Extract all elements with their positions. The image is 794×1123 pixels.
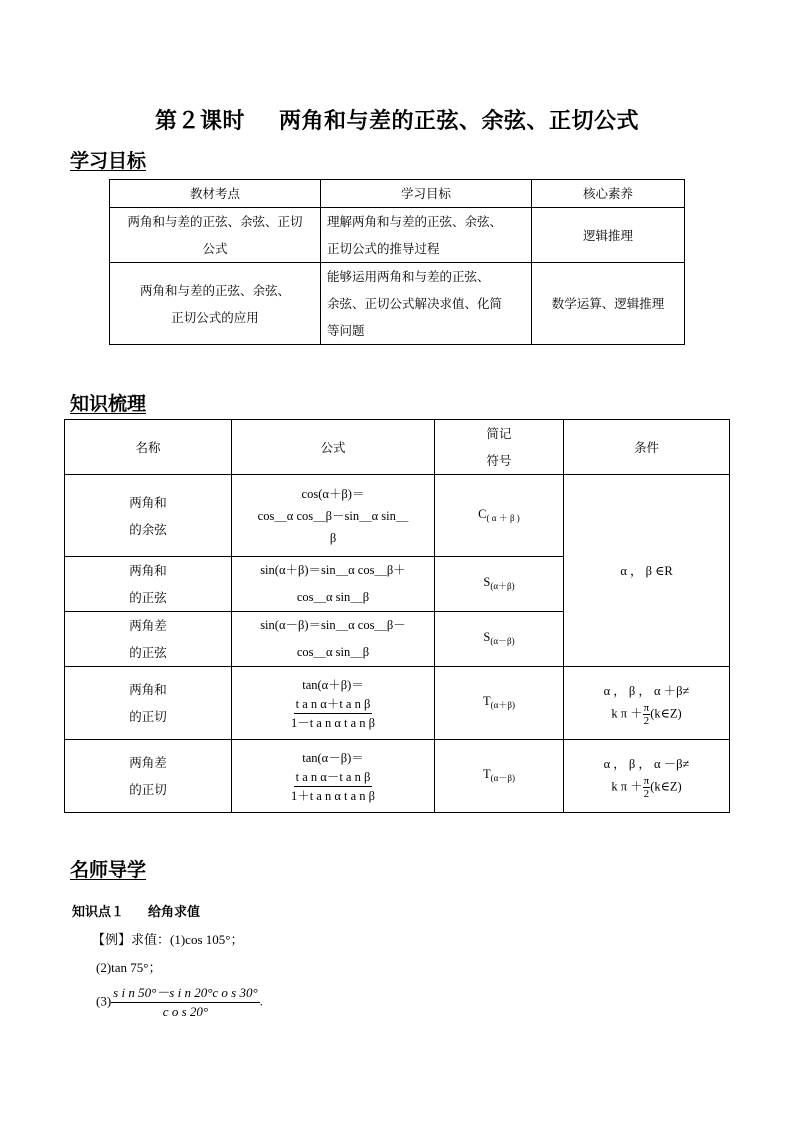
example-line-2: (2)tan 75°； — [96, 960, 162, 975]
abbr-cell: $T_{(\alpha-\beta)}$ — [435, 740, 564, 813]
topic-cell: 两角和与差的正弦、余弦、 正切公式的应用 — [110, 263, 321, 345]
example-line-1: 【例】求值：(1)cos 105°； — [92, 932, 244, 948]
name-cell: 两角差 的正切 — [65, 740, 232, 813]
abbr-cell: $S_{(\alpha-\beta)}$ — [435, 612, 564, 667]
header-cell: 核心素养 — [532, 180, 685, 208]
goals-table — [109, 179, 685, 345]
formula-table — [64, 419, 730, 813]
pi-over-two: $\frac{\pi}{2}$ — [643, 774, 650, 800]
name-cell: 两角和 的正切 — [65, 667, 232, 740]
table-row — [65, 667, 730, 740]
name-cell: 两角和 的正弦 — [65, 557, 232, 612]
formula-cell: tan(α－β)＝ $\frac{\text{t a n α－t a n β}}{\text{1＋t a n α t a n β}}$ — [232, 740, 435, 813]
section-heading-knowledge: 知识梳理 — [70, 393, 147, 415]
shared-condition-cell: α ， β ∈R — [564, 475, 730, 667]
formula-table-header — [65, 420, 730, 475]
table-row — [110, 263, 685, 345]
knowledge-point-heading: 知识点１ 给角求值 — [72, 905, 201, 920]
header-cell: 学习目标 — [321, 180, 532, 208]
example-line-3: (3) $\frac{\text{s i n 50°－s i n 20°c o s 30°}}{\text{c o s 20°}}$ . — [96, 985, 263, 1019]
goals-table-header — [110, 180, 685, 208]
goal-cell: 理解两角和与差的正弦、余弦、 正切公式的推导过程 — [321, 208, 532, 263]
section-heading-guide: 名师导学 — [70, 859, 147, 881]
header-name: 名称 — [65, 420, 232, 475]
section-heading-goals: 学习目标 — [70, 150, 147, 172]
formula-cell: cos(α＋β)＝ cos＿α cos＿β－sin＿α sin＿ β — [232, 475, 435, 557]
formula-cell: sin(α＋β)＝sin＿α cos＿β＋ cos＿α sin＿β — [232, 557, 435, 612]
goal-cell: 能够运用两角和与差的正弦、 余弦、正切公式解决求值、化简 等问题 — [321, 263, 532, 345]
formula-cell: tan(α＋β)＝ $\frac{\text{t a n α＋t a n β}}{\text{1－t a n α t a n β}}$ — [232, 667, 435, 740]
lesson-topic: 两角和与差的正弦、余弦、正切公式 — [279, 109, 640, 134]
condition-cell: α ， β ， α －β≠ k π ＋ $\frac{\pi}{2}$ (k∈Z) — [564, 740, 730, 813]
table-row — [65, 740, 730, 813]
header-cell: 教材考点 — [110, 180, 321, 208]
abbr-cell: $C_{( \alpha + \beta )}$ — [435, 475, 564, 557]
literacy-cell: 数学运算、逻辑推理 — [532, 263, 685, 345]
name-cell: 两角和 的余弦 — [65, 475, 232, 557]
abbr-cell: $S_{(\alpha+\beta)}$ — [435, 557, 564, 612]
example-label: 【例】 — [92, 933, 132, 948]
tan-sum-fraction: $\frac{\text{t a n α＋t a n β}}{\text{1－t a n α t a n β}}$ — [290, 696, 376, 730]
condition-cell: α ， β ， α ＋β≠ k π ＋ $\frac{\pi}{2}$ (k∈Z) — [564, 667, 730, 740]
literacy-cell: 逻辑推理 — [532, 208, 685, 263]
page-title — [0, 104, 794, 135]
table-row — [110, 208, 685, 263]
header-formula: 公式 — [232, 420, 435, 475]
topic-cell: 两角和与差的正弦、余弦、正切 公式 — [110, 208, 321, 263]
header-condition: 条件 — [564, 420, 730, 475]
header-abbr: 简记 符号 — [435, 420, 564, 475]
name-cell: 两角差 的正弦 — [65, 612, 232, 667]
abbr-cell: $T_{(\alpha+\beta)}$ — [435, 667, 564, 740]
example-fraction: $\frac{\text{s i n 50°－s i n 20°c o s 30°}}{\text{c o s 20°}}$ — [113, 985, 258, 1019]
lesson-number: 第２课时 — [154, 109, 245, 134]
tan-diff-fraction: $\frac{\text{t a n α－t a n β}}{\text{1＋t a n α t a n β}}$ — [290, 769, 376, 803]
formula-cell: sin(α－β)＝sin＿α cos＿β－ cos＿α sin＿β — [232, 612, 435, 667]
pi-over-two: $\frac{\pi}{2}$ — [643, 701, 650, 727]
table-row — [65, 475, 730, 557]
